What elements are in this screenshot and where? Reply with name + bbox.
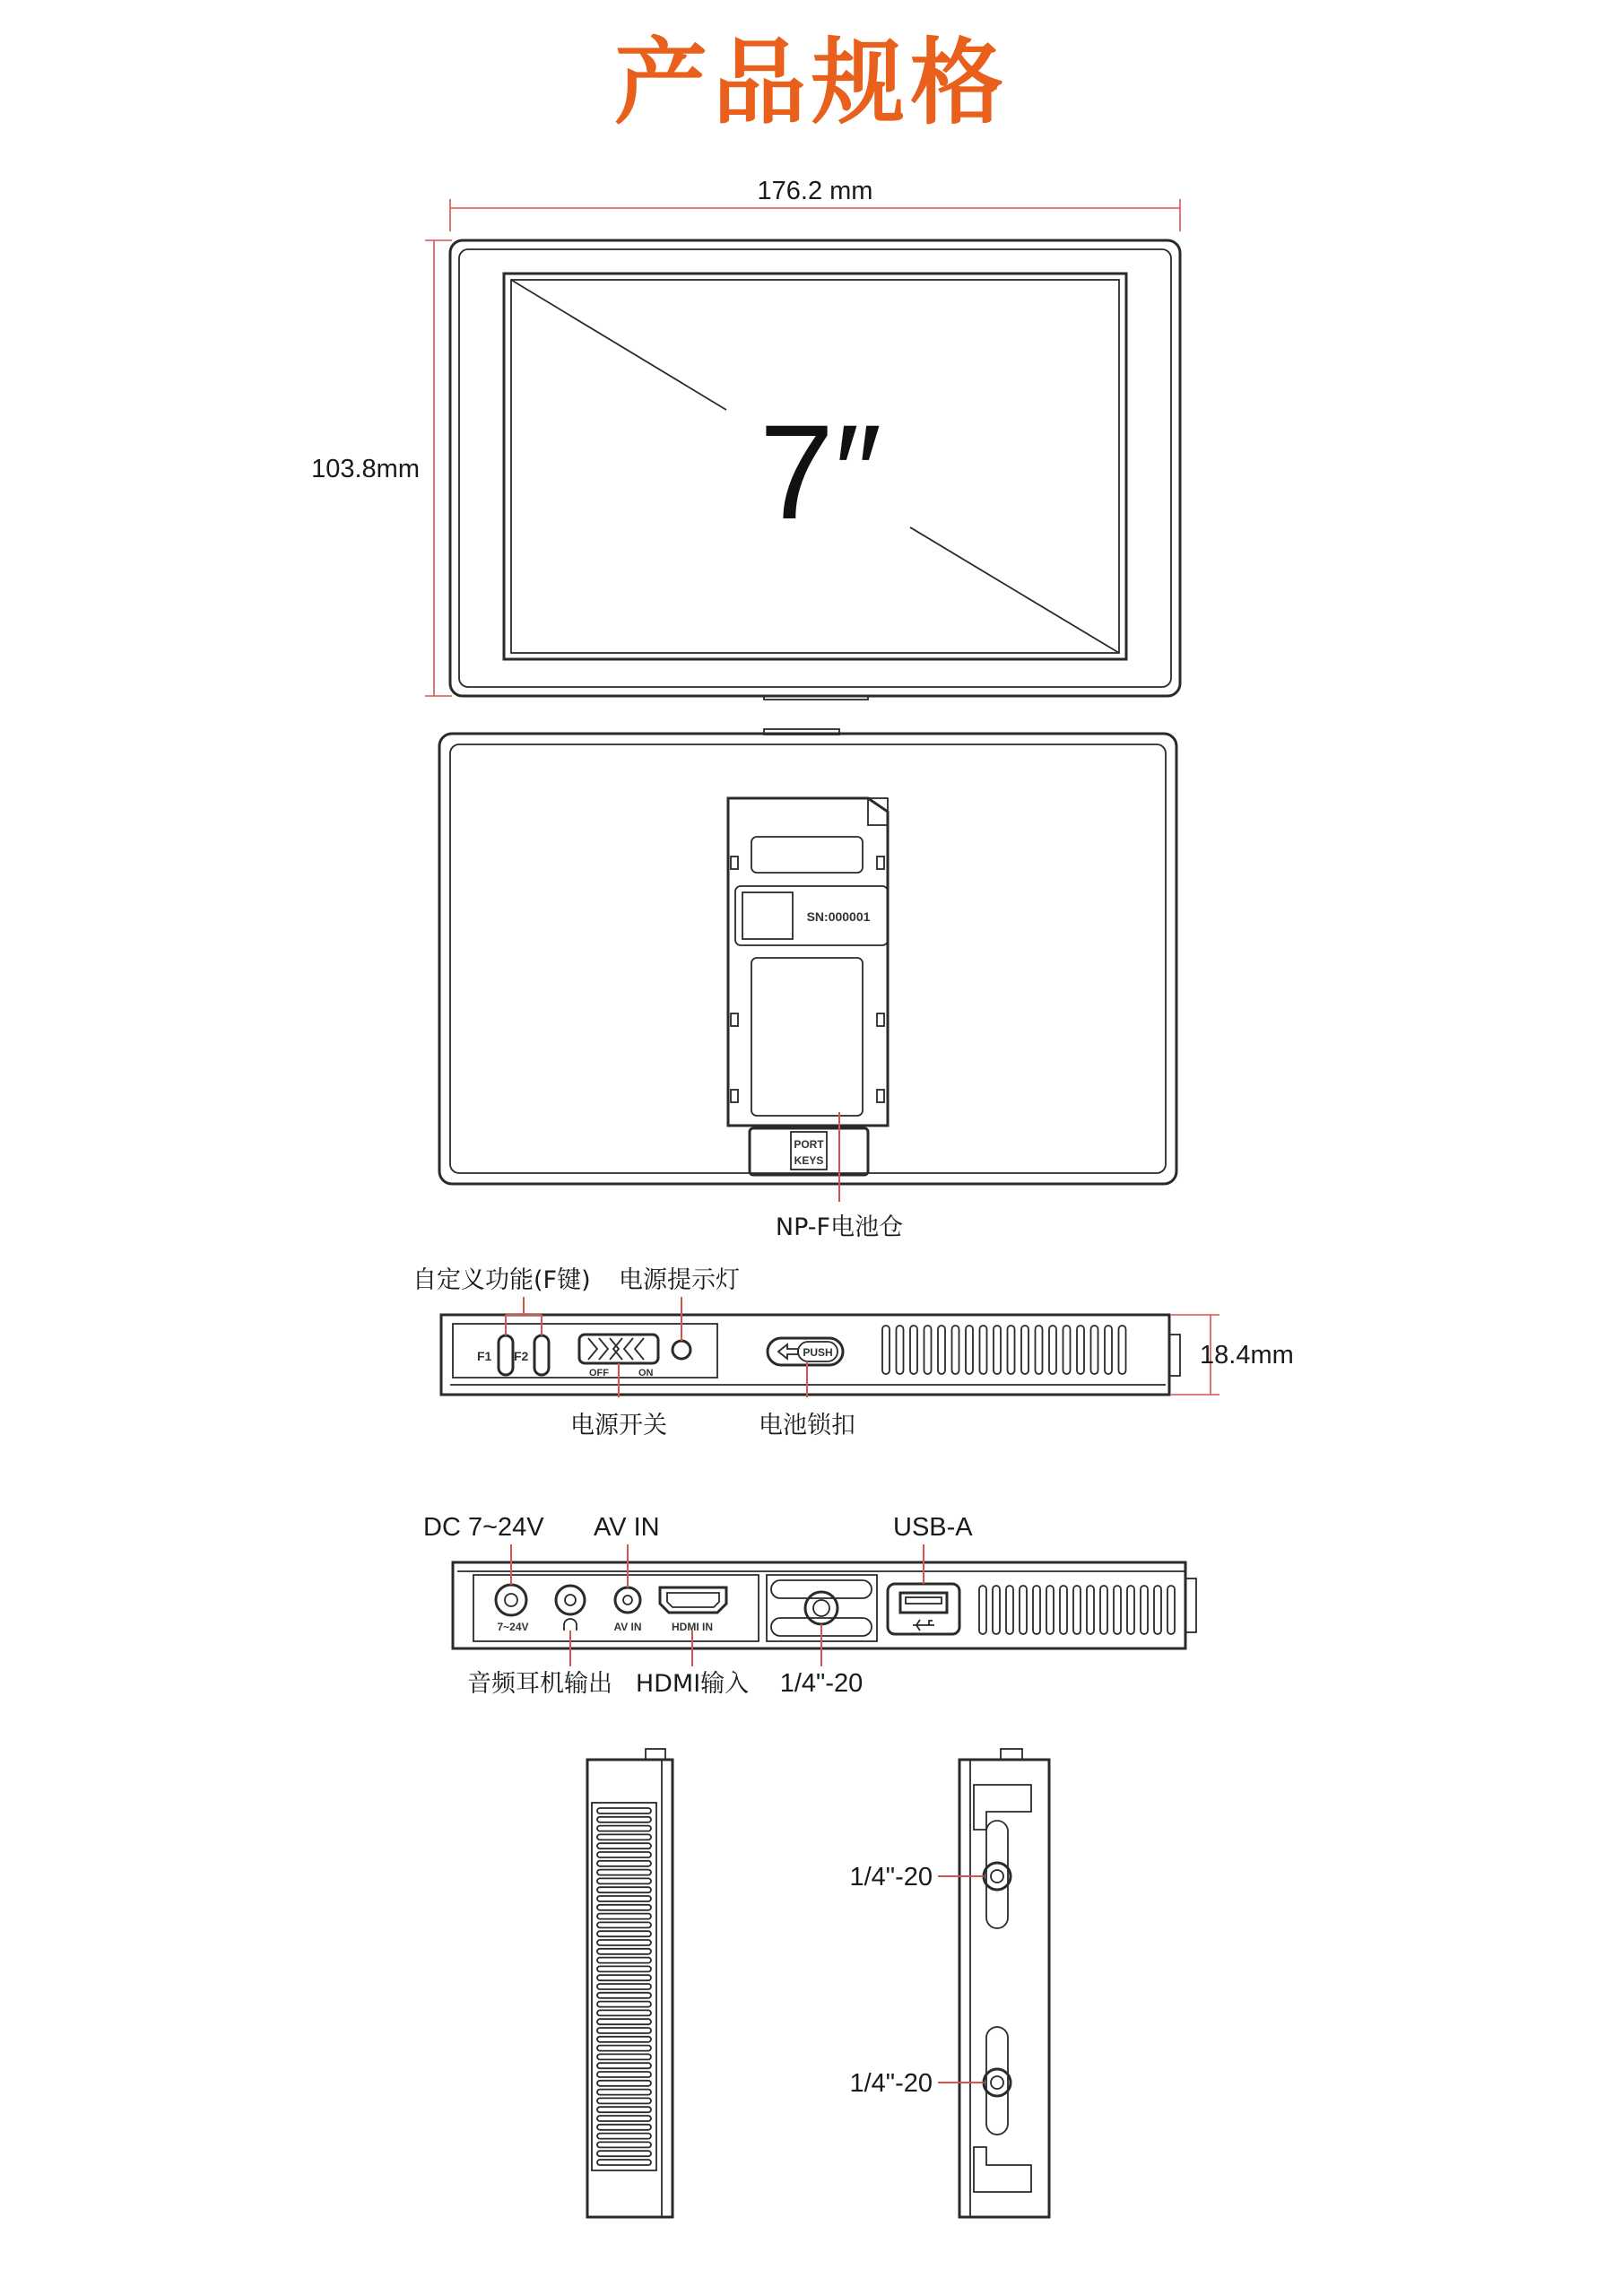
vent-slot (1105, 1326, 1112, 1374)
plate-clip-5 (731, 1090, 738, 1102)
vent-slot (597, 2019, 651, 2024)
plate-clip-3 (731, 1013, 738, 1026)
headphone-label: 音频耳机输出 (467, 1670, 612, 1698)
right-side-top-tab (1001, 1749, 1022, 1760)
vent-slot (597, 1843, 651, 1848)
vent-slot (597, 1949, 651, 1954)
vent-slot (1049, 1326, 1056, 1374)
vent-slot (597, 2072, 651, 2077)
vent-slot (597, 2063, 651, 2068)
vent-slot (597, 2160, 651, 2165)
vent-slot (1114, 1586, 1121, 1634)
vent-slot (597, 2010, 651, 2015)
logo-line1: PORT (794, 1138, 824, 1151)
switch-grip-icon (588, 1338, 644, 1360)
qr-code-box (742, 892, 793, 939)
front-view (311, 177, 1180, 700)
mount-hole-bottom-inner (813, 1600, 829, 1616)
top-vent-grille (882, 1326, 1126, 1374)
vent-slot (597, 2125, 651, 2130)
vent-slot (1073, 1586, 1081, 1634)
brand-logo-block (750, 1128, 868, 1175)
av-in-port[interactable] (615, 1587, 640, 1613)
front-bottom-tab (764, 696, 868, 700)
dc-port-pin (505, 1594, 517, 1606)
f2-button[interactable] (534, 1335, 549, 1375)
mount-rail-top (771, 1580, 872, 1598)
battery-plate-corner (868, 798, 888, 825)
vent-slot (597, 1940, 651, 1945)
av-in-port-inner (623, 1596, 632, 1605)
vent-slot (1087, 1586, 1094, 1634)
right-side-body (959, 1760, 1049, 2217)
right-mount-hole-top (984, 1863, 1011, 1890)
vent-slot (597, 2028, 651, 2033)
vent-slot (1141, 1586, 1148, 1634)
vent-slot (597, 1966, 651, 1971)
f1-label: F1 (477, 1349, 492, 1363)
av-in-label: AV IN (594, 1513, 660, 1542)
vent-slot (1154, 1586, 1161, 1634)
vent-slot (1127, 1586, 1134, 1634)
vent-slot (597, 1993, 651, 1998)
vent-slot (938, 1326, 945, 1374)
f1-button[interactable] (499, 1335, 513, 1375)
usb-icon (913, 1620, 934, 1631)
vent-slot (597, 2046, 651, 2051)
switch-on-label: ON (638, 1368, 654, 1378)
vent-slot (597, 1870, 651, 1875)
vent-slot (1036, 1326, 1043, 1374)
bottom-vent-grille (979, 1586, 1175, 1634)
hdmi-input-label: HDMI输入 (635, 1670, 750, 1698)
screen-size-label: 7″ (759, 396, 882, 547)
right-rail-bottom (986, 2027, 1008, 2135)
vent-slot (1033, 1586, 1040, 1634)
vent-slot (597, 1808, 651, 1813)
headphone-icon (564, 1619, 577, 1631)
battery-lock-label: 电池锁扣 (759, 1412, 855, 1439)
top-side-end-cap (1169, 1335, 1180, 1376)
headphone-jack-inner (565, 1595, 576, 1605)
vent-slot (979, 1586, 986, 1634)
power-led (673, 1341, 690, 1359)
vent-slot (1167, 1586, 1175, 1634)
right-mount-hole-bottom-inner (991, 2076, 1003, 2089)
vent-slot (980, 1326, 987, 1374)
vent-slot (597, 1905, 651, 1910)
vent-slot (1077, 1326, 1084, 1374)
vent-slot (597, 1984, 651, 1989)
right-rail-top (986, 1821, 1008, 1928)
vent-slot (597, 2054, 651, 2059)
vent-slot (993, 1586, 1000, 1634)
push-label: PUSH (803, 1346, 833, 1359)
mount-label: 1/4"-20 (779, 1669, 864, 1698)
vent-slot (597, 1826, 651, 1831)
usb-a-port-frame (888, 1584, 959, 1634)
battery-contact-area (751, 958, 863, 1116)
vent-slot (597, 1878, 651, 1883)
vent-slot (1006, 1586, 1013, 1634)
vent-slot (897, 1326, 904, 1374)
vent-slot (597, 1922, 651, 1927)
right-side-view (849, 1749, 1049, 2217)
dc-port-label: 7~24V (497, 1621, 529, 1633)
left-side-view (587, 1749, 673, 2217)
plate-clip-2 (877, 857, 884, 869)
f2-label: F2 (514, 1349, 529, 1363)
vent-slot (994, 1326, 1001, 1374)
hdmi-port-label: HDMI IN (672, 1621, 713, 1633)
usb-a-label: USB-A (893, 1513, 973, 1542)
usb-port-tongue (906, 1597, 942, 1604)
usb-a-port[interactable] (900, 1593, 947, 1613)
hdmi-in-port[interactable] (660, 1587, 726, 1613)
right-mount-hole-top-inner (991, 1870, 1003, 1883)
vent-slot (1008, 1326, 1015, 1374)
left-vent-grille (597, 1808, 651, 2165)
hdmi-port-inner (667, 1593, 719, 1607)
vent-slot (966, 1326, 973, 1374)
monitor-back-inner (450, 744, 1166, 1173)
vent-slot (597, 2037, 651, 2042)
right-mount-bottom-label: 1/4"-20 (849, 2069, 933, 2098)
arrow-left-icon (778, 1344, 798, 1359)
page-title: 产品规格 (613, 28, 1009, 137)
vent-slot (1020, 1586, 1027, 1634)
vent-slot (597, 1861, 651, 1866)
vent-slot (1021, 1326, 1028, 1374)
vent-slot (1119, 1326, 1126, 1374)
mount-hole-bottom (805, 1592, 838, 1624)
vent-slot (924, 1326, 932, 1374)
vent-slot (1100, 1586, 1107, 1634)
left-side-top-tab (646, 1749, 665, 1760)
switch-off-label: OFF (589, 1368, 609, 1378)
plate-clip-6 (877, 1090, 884, 1102)
logo-line2: KEYS (794, 1154, 824, 1167)
vent-slot (597, 1896, 651, 1901)
right-mount-hole-bottom (984, 2069, 1011, 2096)
screen-diagonal-top (511, 280, 726, 410)
vent-slot (597, 2134, 651, 2139)
vent-slot (1063, 1326, 1071, 1374)
height-label: 103.8mm (311, 455, 420, 483)
av-port-label: AV IN (613, 1621, 642, 1633)
plate-clip-1 (731, 857, 738, 869)
vent-slot (882, 1326, 890, 1374)
right-mount-top-label: 1/4"-20 (849, 1863, 933, 1892)
vent-slot (597, 1852, 651, 1857)
vent-slot (597, 2116, 651, 2121)
vent-slot (597, 2098, 651, 2103)
bottom-side-view (423, 1513, 1196, 1698)
vent-slot (1091, 1326, 1098, 1374)
battery-slot-top (751, 837, 863, 873)
left-side-body (587, 1760, 673, 2217)
battery-label: NP-F电池仓 (775, 1213, 904, 1241)
vent-slot (910, 1326, 917, 1374)
screen-diagonal-bottom (910, 527, 1119, 653)
vent-slot (597, 2081, 651, 2086)
vent-slot (597, 2142, 651, 2147)
bottom-side-end-cap (1185, 1578, 1196, 1632)
custom-function-label: 自定义功能(F键) (412, 1266, 591, 1294)
vent-slot (597, 1958, 651, 1963)
vent-slot (597, 2002, 651, 2007)
depth-label: 18.4mm (1200, 1341, 1294, 1370)
vent-slot (597, 1887, 651, 1892)
vent-slot (597, 1834, 651, 1839)
top-side-view (412, 1266, 1294, 1439)
power-switch-label: 电源开关 (570, 1412, 667, 1439)
vent-slot (597, 1931, 651, 1936)
width-label: 176.2 mm (757, 177, 873, 205)
power-led-label: 电源提示灯 (619, 1266, 740, 1294)
control-panel (453, 1324, 717, 1378)
headphone-jack[interactable] (556, 1586, 585, 1614)
vent-slot (597, 2107, 651, 2112)
vent-slot (1046, 1586, 1054, 1634)
vent-slot (597, 1975, 651, 1980)
dc-input-label: DC 7~24V (423, 1513, 544, 1542)
vent-slot (1060, 1586, 1067, 1634)
right-bottom-bracket (974, 2147, 1031, 2192)
back-view (439, 729, 1176, 1241)
vent-slot (597, 1817, 651, 1822)
vent-slot (597, 2151, 651, 2156)
vent-slot (597, 1914, 651, 1919)
plate-clip-4 (877, 1013, 884, 1026)
serial-label: SN:000001 (806, 909, 871, 924)
vent-slot (597, 2090, 651, 2095)
vent-slot (952, 1326, 959, 1374)
dc-power-port[interactable] (496, 1585, 526, 1615)
